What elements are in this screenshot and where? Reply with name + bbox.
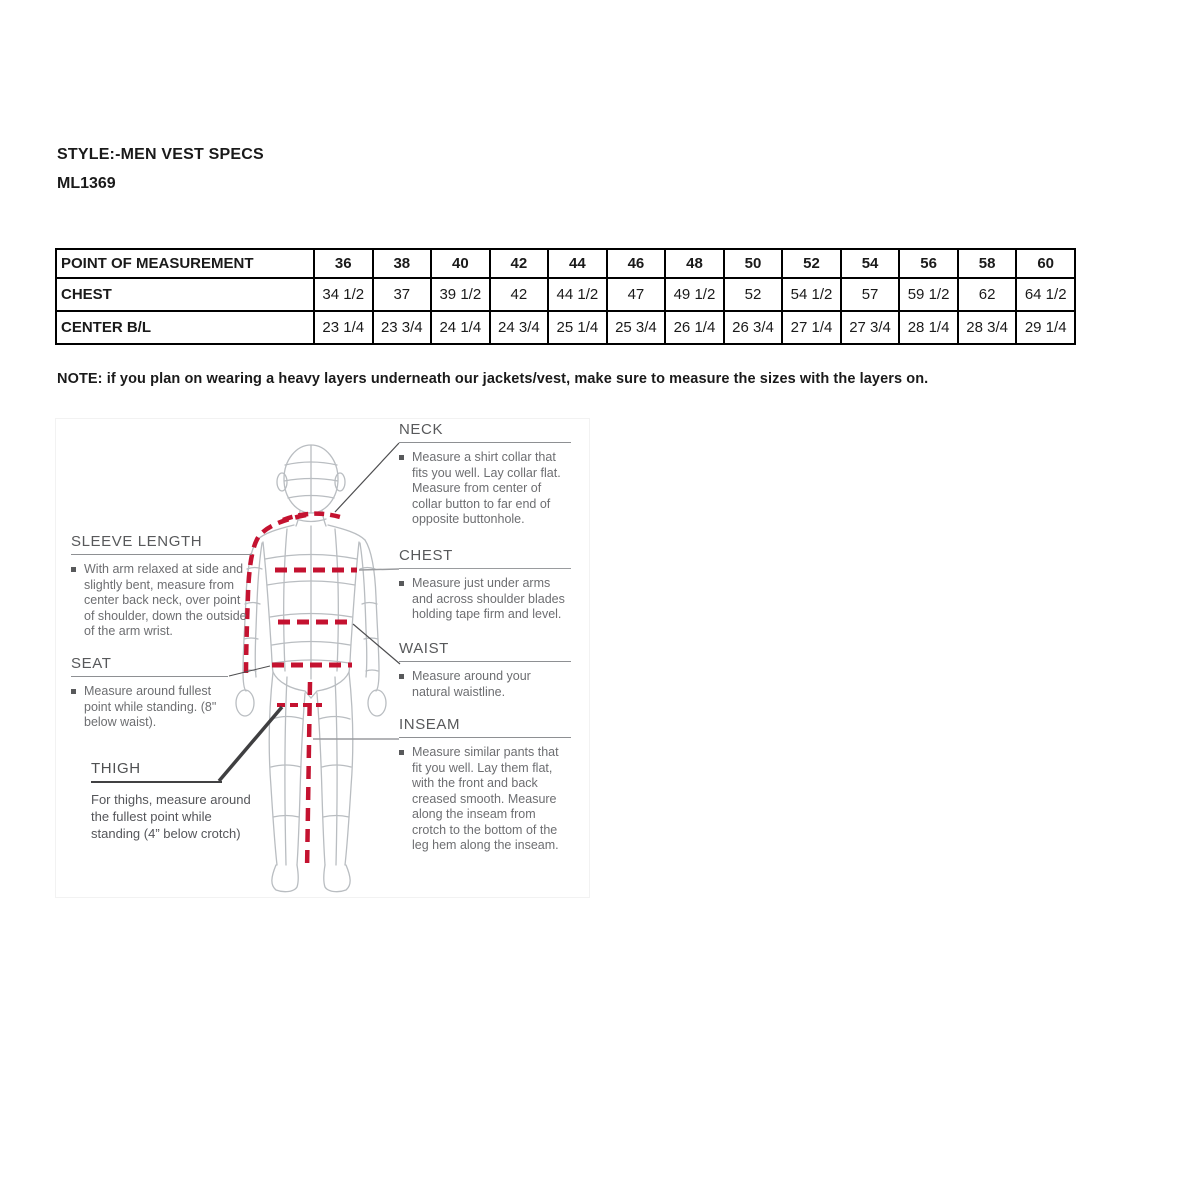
size-table-container (55, 248, 1076, 345)
guide-section-neck (399, 421, 571, 528)
measurement-value-cell: 24 1/4 (431, 311, 490, 344)
measurement-row (56, 311, 1075, 344)
thigh-description: For thighs, measure around the fullest point while standing (4” below crotch) (91, 792, 251, 841)
measurement-value-cell: 42 (490, 278, 549, 311)
size-header-cell: 52 (782, 249, 841, 278)
title-block (57, 146, 264, 193)
style-number: ML1369 (57, 175, 116, 192)
inseam-title: INSEAM (399, 716, 571, 738)
size-header-cell: 58 (958, 249, 1017, 278)
measurement-value-cell: 23 1/4 (314, 311, 373, 344)
measurement-value-cell: 27 3/4 (841, 311, 900, 344)
thigh-title: THIGH (91, 760, 222, 783)
waist-leader-line (353, 624, 400, 664)
measurement-value-cell: 25 1/4 (548, 311, 607, 344)
neck-description: Measure a shirt collar that fits you well. Lay collar flat. Measure from center of collar button to far end of opposite buttonhole. (412, 450, 561, 526)
seat-description: Measure around fullest point while standing. (8" below waist). (84, 684, 217, 729)
neck-measure-line (283, 514, 340, 520)
bullet-icon (399, 581, 404, 586)
chest-description: Measure just under arms and across shoulder blades holding tape firm and level. (412, 576, 565, 621)
bullet-icon (71, 567, 76, 572)
table-head (56, 249, 1075, 278)
bullet-icon (399, 455, 404, 460)
size-header-cell: 54 (841, 249, 900, 278)
measurement-value-cell: 47 (607, 278, 666, 311)
size-header-cell: 36 (314, 249, 373, 278)
size-header-cell: 44 (548, 249, 607, 278)
measurement-value-cell: 54 1/2 (782, 278, 841, 311)
measurement-value-cell: 25 3/4 (607, 311, 666, 344)
measurement-value-cell: 64 1/2 (1016, 278, 1075, 311)
measurement-value-cell: 27 1/4 (782, 311, 841, 344)
measurement-value-cell: 29 1/4 (1016, 311, 1075, 344)
size-header-cell: 46 (607, 249, 666, 278)
measurement-value-cell: 39 1/2 (431, 278, 490, 311)
measurement-row (56, 278, 1075, 311)
size-header-cell: 50 (724, 249, 783, 278)
measurement-value-cell: 49 1/2 (665, 278, 724, 311)
guide-section-chest (399, 547, 571, 623)
size-header-cell: 56 (899, 249, 958, 278)
bullet-icon (399, 674, 404, 679)
measurement-value-cell: 28 3/4 (958, 311, 1017, 344)
size-header-cell: 48 (665, 249, 724, 278)
measurement-value-cell: 23 3/4 (373, 311, 432, 344)
bullet-icon (399, 750, 404, 755)
waist-title: WAIST (399, 640, 571, 662)
measurement-row-label: CHEST (56, 278, 314, 311)
table-body (56, 278, 1075, 344)
waist-description: Measure around your natural waistline. (412, 669, 531, 699)
sleeve-length-title: SLEEVE LENGTH (71, 533, 252, 555)
size-header-cell: 38 (373, 249, 432, 278)
guide-section-thigh (91, 760, 276, 843)
table-header-row (56, 249, 1075, 278)
measurement-value-cell: 57 (841, 278, 900, 311)
note-text: NOTE: if you plan on wearing a heavy layers underneath our jackets/vest, make sure to measure the sizes with the layers on. (57, 371, 929, 387)
measurement-row-label: CENTER B/L (56, 311, 314, 344)
guide-section-seat (71, 655, 228, 731)
guide-section-sleeve-length (71, 533, 252, 640)
seat-leader-line (229, 666, 270, 676)
measurement-value-cell: 62 (958, 278, 1017, 311)
point-of-measurement-header: POINT OF MEASUREMENT (56, 249, 314, 278)
measurement-value-cell: 26 1/4 (665, 311, 724, 344)
measurement-value-cell: 52 (724, 278, 783, 311)
guide-section-inseam (399, 716, 571, 854)
seat-title: SEAT (71, 655, 228, 677)
guide-section-waist (399, 640, 571, 700)
sleeve-length-description: With arm relaxed at side and slightly bent, measure from center back neck, over point of shoulder, down the outside of the arm wrist. (84, 562, 247, 638)
inseam-description: Measure similar pants that fit you well. Lay them flat, with the front and back creased smooth. Measure along the inseam from crotch to the bottom of the leg hem along the inseam. (412, 745, 559, 852)
measurement-value-cell: 59 1/2 (899, 278, 958, 311)
measurement-value-cell: 37 (373, 278, 432, 311)
chest-leader-line (359, 569, 399, 570)
measurement-value-cell: 26 3/4 (724, 311, 783, 344)
inseam-measure-line (307, 682, 310, 871)
size-spec-table (55, 248, 1076, 345)
measurement-value-cell: 28 1/4 (899, 311, 958, 344)
size-header-cell: 60 (1016, 249, 1075, 278)
measurement-value-cell: 24 3/4 (490, 311, 549, 344)
bullet-icon (71, 689, 76, 694)
chest-title: CHEST (399, 547, 571, 569)
measurement-guide-diagram (55, 418, 590, 898)
size-header-cell: 42 (490, 249, 549, 278)
measurement-value-cell: 44 1/2 (548, 278, 607, 311)
size-header-cell: 40 (431, 249, 490, 278)
measurement-value-cell: 34 1/2 (314, 278, 373, 311)
neck-title: NECK (399, 421, 571, 443)
style-title: STYLE:-MEN VEST SPECS (57, 146, 264, 163)
